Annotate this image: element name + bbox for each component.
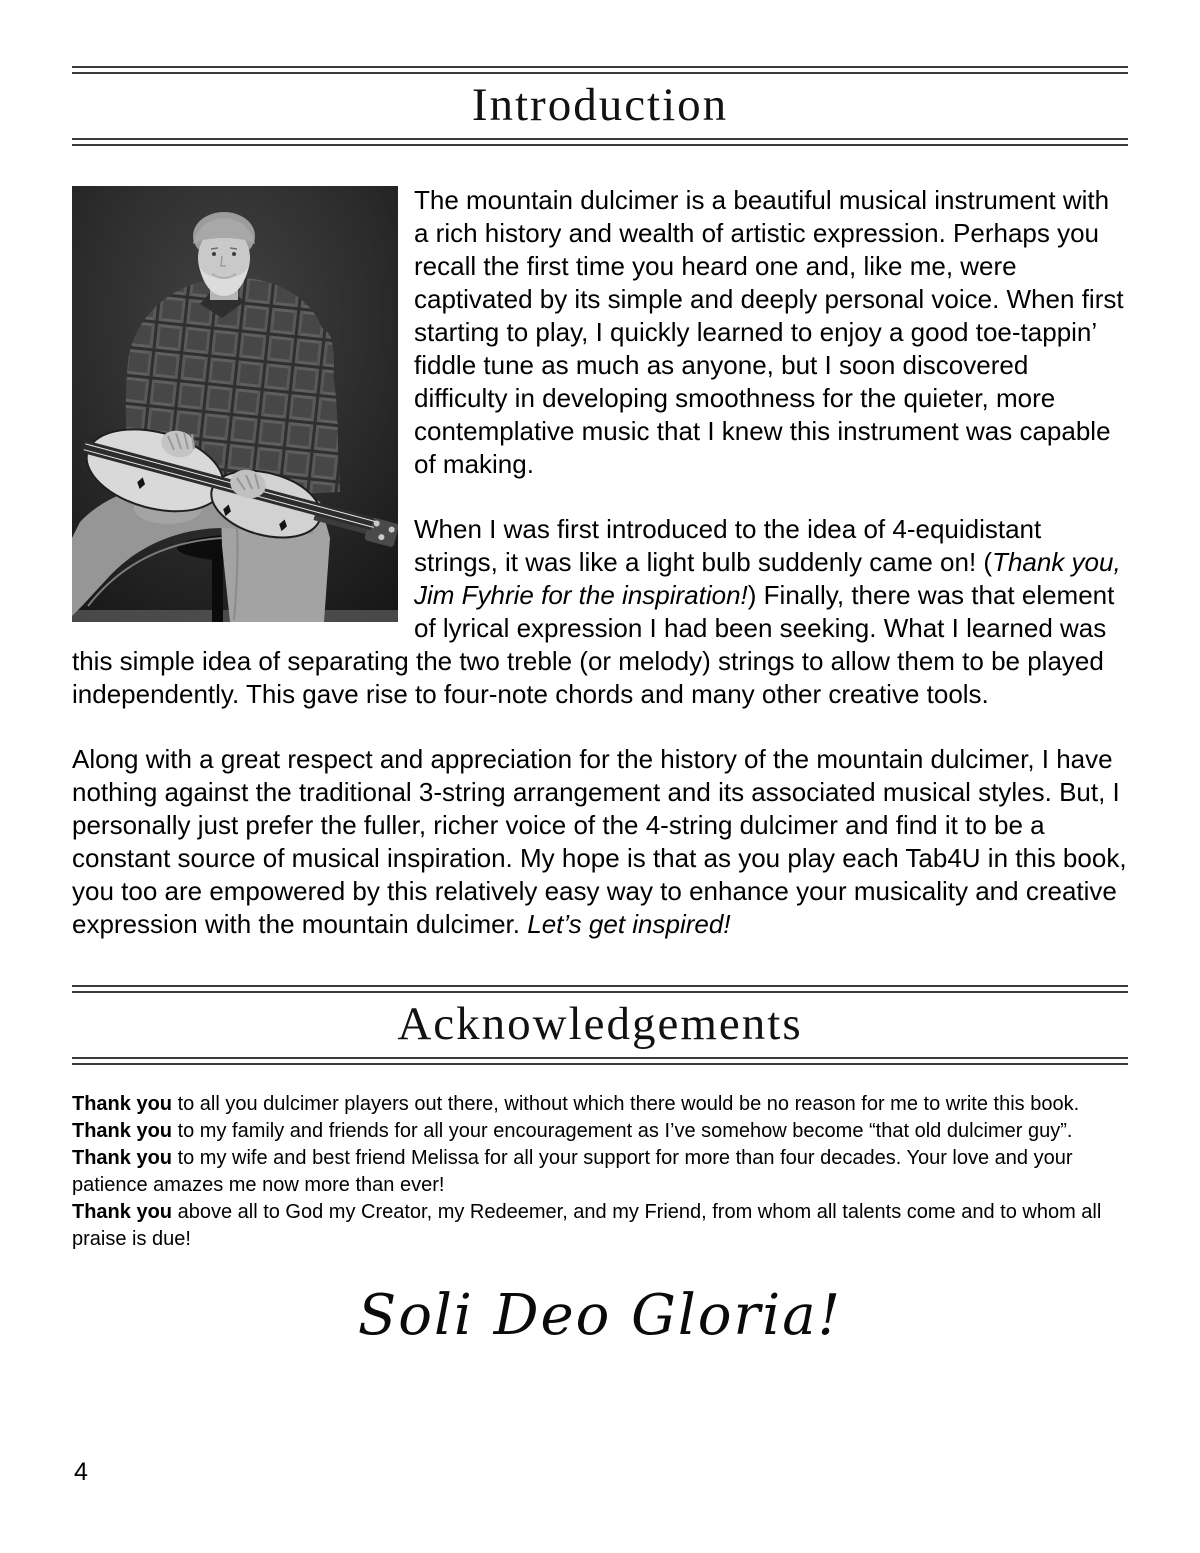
acknowledgement-item [72, 1091, 1128, 1118]
thank-you-label: Thank you [72, 1120, 173, 1142]
acknowledgement-item [72, 1199, 1128, 1253]
intro-paragraph-3 [72, 743, 1128, 941]
acknowledgement-item [72, 1145, 1128, 1199]
top-rule [72, 985, 1128, 993]
introduction-title: Introduction [471, 79, 729, 131]
introduction-body [72, 184, 1128, 941]
acknowledgement-text: to my family and friends for all your encouragement as I’ve somehow become “that old dulcimer guy”. [172, 1120, 1073, 1142]
thank-you-label: Thank you [72, 1201, 173, 1223]
acknowledgements-body [72, 1091, 1128, 1253]
page-number: 4 [74, 1458, 88, 1486]
acknowledgement-text: to my wife and best friend Melissa for all your support for more than four decades. Your love and your patience amazes me now more than ever! [72, 1147, 1073, 1196]
acknowledgement-item [72, 1118, 1128, 1145]
top-rule [72, 66, 1128, 74]
thank-you-label: Thank you [72, 1147, 173, 1169]
acknowledgements-header [72, 985, 1128, 1065]
soli-deo-gloria-script: Soli Deo Gloria! [357, 1283, 843, 1348]
intro-paragraph-2-pre: When I was first introduced to the idea of 4-equidistant strings, it was like a light bulb suddenly came on! ( [414, 514, 1042, 577]
intro-paragraph-1-text: The mountain dulcimer is a beautiful musical instrument with a rich history and wealth of artistic expression. Perhaps you recall the first time you heard one and, like me, were captivated by its simple and deeply personal voice. When first starting to play, I quickly learned to enjoy a good toe-tappin’ fiddle tune as much as anyone, but I soon discovered difficulty in developing smoothness for the quieter, more contemplative music that I knew this instrument was capable of making. [414, 185, 1124, 479]
acknowledgement-text: above all to God my Creator, my Redeemer, and my Friend, from whom all talents come and to whom all praise is due! [72, 1201, 1102, 1250]
intro-paragraph-3-text: Along with a great respect and appreciation for the history of the mountain dulcimer, I have nothing against the traditional 3-string arrangement and its associated musical styles. But, I personally just prefer the fuller, richer voice of the 4-string dulcimer and find it to be a constant source of musical inspiration. My hope is that as you play each Tab4U in this book, you too are empowered by this relatively easy way to enhance your musicality and creative expression with the mountain dulcimer. [72, 744, 1127, 939]
bottom-rule [72, 1057, 1128, 1065]
author-with-dulcimer-photo [72, 186, 398, 622]
intro-paragraph-2-post: ) Finally, there was that element of lyrical expression I had been seeking. What I learned was this simple idea of separating the two treble (or melody) strings to allow them to be played independently. This gave rise to four-note chords and many other creative tools. [72, 580, 1115, 709]
acknowledgements-title: Acknowledgements [397, 998, 803, 1050]
bottom-rule [72, 138, 1128, 146]
introduction-header [72, 66, 1128, 146]
intro-paragraph-3-italic: Let’s get inspired! [527, 909, 731, 939]
acknowledgement-text: to all you dulcimer players out there, without which there would be no reason for me to write this book. [172, 1093, 1080, 1115]
intro-paragraph-2-italic: Thank you, Jim Fyhrie for the inspiration! [414, 547, 1121, 610]
portrait-photo [72, 186, 398, 622]
thank-you-label: Thank you [72, 1093, 173, 1115]
